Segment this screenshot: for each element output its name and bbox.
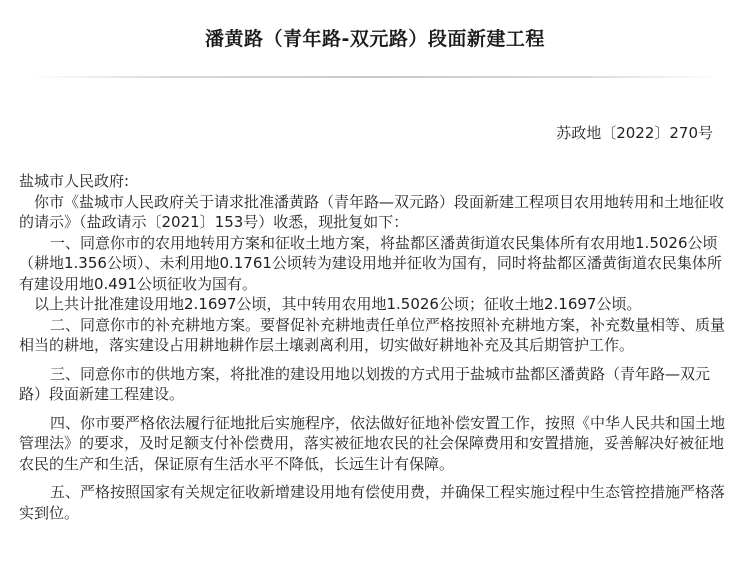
document-number: 苏政地〔2022〕270号 <box>556 124 713 142</box>
paragraph-item-4: 四、你市要严格依法履行征地批后实施程序，依法做好征地补偿安置工作，按照《中华人民共和国土地管理法》的要求，及时足额支付补偿费用，落实被征地农民的社会保障费用和安置措施，妥善解决好被征地农民的生产和生活，保证原有生活水平不降低，长远生计有保障。 <box>19 413 726 473</box>
title-divider <box>30 76 720 78</box>
paragraph-item-2: 二、同意你市的补充耕地方案。要督促补充耕地责任单位严格按照补充耕地方案，补充数量相等、质量相当的耕地，落实建设占用耕地耕作层土壤剥离利用，切实做好耕地补充及其后期管护工作。 <box>19 315 726 354</box>
paragraph-intro: 你市《盐城市人民政府关于请求批准潘黄路（青年路—双元路）段面新建工程项目农用地转用和土地征收的请示》（盐政请示〔2021〕153号）收悉，现批复如下： <box>19 192 725 231</box>
document-body <box>19 171 731 523</box>
paragraph-item-5: 五、严格按照国家有关规定征收新增建设用地有偿使用费，并确保工程实施过程中生态管控措施严格落实到位。 <box>19 483 726 522</box>
document-title: 潘黄路（青年路-双元路）段面新建工程 <box>205 28 545 50</box>
paragraph-item-3: 三、同意你市的供地方案，将批准的建设用地以划拨的方式用于盐城市盐都区潘黄路（青年路—双元路）段面新建工程建设。 <box>19 364 711 403</box>
addressee: 盐城市人民政府: <box>19 172 130 190</box>
paragraph-item-1: 一、同意你市的农用地转用方案和征收土地方案，将盐都区潘黄街道农民集体所有农用地1.5026公顷（耕地1.356公顷）、未利用地0.1761公顷转为建设用地并征收为国有，同时将盐都区潘黄街道农民集体所有建设用地0.491公顷征收为国有。 <box>19 233 722 293</box>
paragraph-summary: 以上共计批准建设用地2.1697公顷，其中转用农用地1.5026公顷；征收土地2.1697公顷。 <box>34 295 642 313</box>
